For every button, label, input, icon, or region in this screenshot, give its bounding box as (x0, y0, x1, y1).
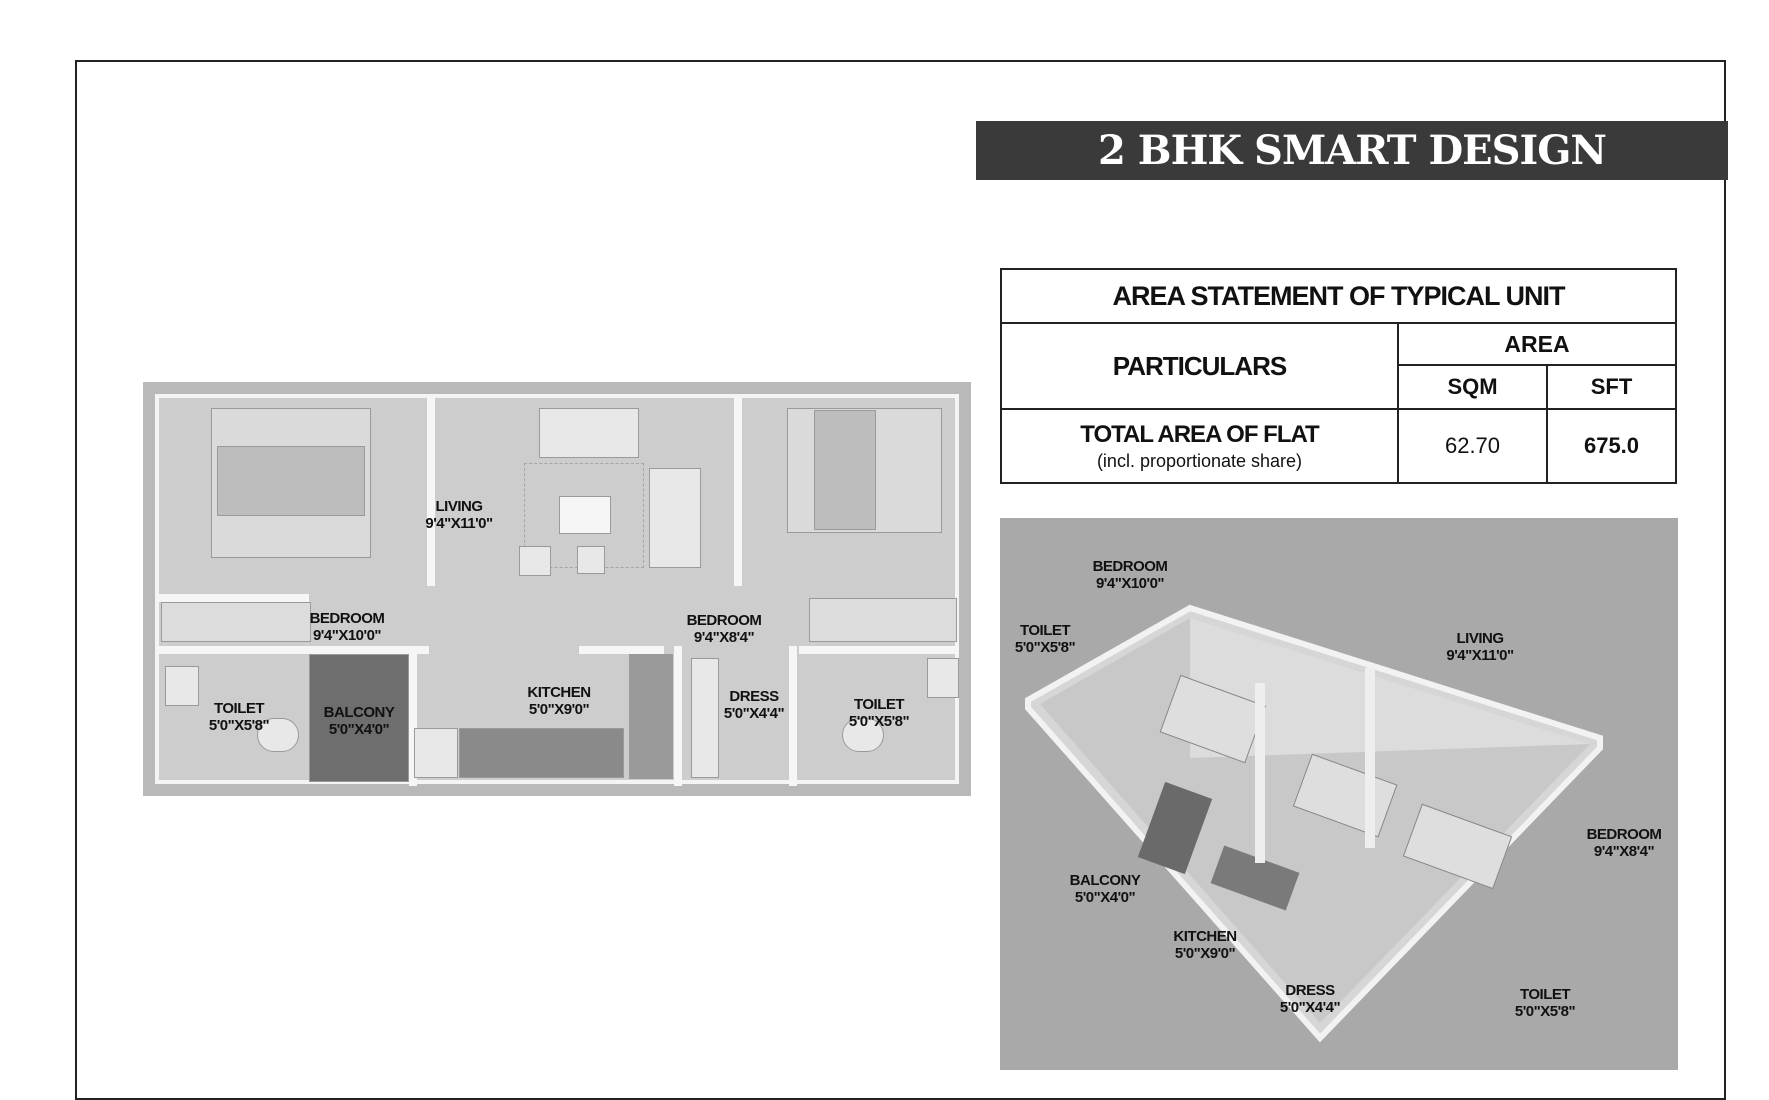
unit-sqm-header: SQM (1398, 365, 1547, 409)
page-title-banner (976, 121, 1728, 180)
row-sqm-value: 62.70 (1398, 409, 1547, 483)
unit-sft-header: SFT (1547, 365, 1676, 409)
page-title: 2 BHK SMART DESIGN (1098, 127, 1606, 174)
isometric-view (1000, 518, 1678, 1070)
bed-blanket (814, 410, 876, 530)
row-sublabel: (incl. proportionate share) (1096, 450, 1303, 471)
kitchen-counter (459, 728, 624, 778)
kitchen-counter (629, 654, 673, 779)
area-table-title: AREA STATEMENT OF TYPICAL UNIT (1001, 269, 1676, 323)
iso-label-bedroom: BEDROOM 9'4"X10'0" (1092, 558, 1168, 592)
wall (579, 646, 664, 654)
room-label-toilet: TOILET 5'0"X5'8" (848, 696, 910, 730)
wall (427, 398, 435, 586)
chair (577, 546, 605, 574)
room-label-bedroom: BEDROOM 9'4"X8'4" (686, 612, 762, 646)
room-label-living: LIVING 9'4"X11'0" (425, 498, 493, 532)
bed-blanket (217, 446, 365, 516)
wardrobe (809, 598, 957, 642)
wall (799, 646, 959, 654)
room-label-dress: DRESS 5'0"X4'4" (723, 688, 785, 722)
iso-label-balcony: BALCONY 5'0"X4'0" (1069, 872, 1141, 906)
floor-plan (143, 382, 971, 796)
iso-label-kitchen: KITCHEN 5'0"X9'0" (1173, 928, 1237, 962)
wall (734, 398, 742, 586)
iso-label-toilet: TOILET 5'0"X5'8" (1014, 622, 1076, 656)
floor-plan-interior (155, 394, 959, 784)
iso-label-toilet: TOILET 5'0"X5'8" (1514, 986, 1576, 1020)
iso-label-bedroom: BEDROOM 9'4"X8'4" (1586, 826, 1662, 860)
particulars-header: PARTICULARS (1001, 323, 1398, 409)
wall (159, 594, 309, 602)
iso-label-living: LIVING 9'4"X11'0" (1446, 630, 1514, 664)
room-label-kitchen: KITCHEN 5'0"X9'0" (527, 684, 591, 718)
row-label-cell (1001, 409, 1398, 483)
row-sft-value: 675.0 (1547, 409, 1676, 483)
room-label-bedroom: BEDROOM 9'4"X10'0" (309, 610, 385, 644)
sofa (539, 408, 639, 458)
area-statement-table (1000, 268, 1677, 484)
sofa (649, 468, 701, 568)
wall (159, 646, 429, 654)
table-row (1001, 409, 1676, 483)
room-label-balcony: BALCONY 5'0"X4'0" (323, 704, 395, 738)
wall (674, 646, 682, 786)
area-header: AREA (1398, 323, 1676, 365)
fridge (414, 728, 458, 778)
row-label: TOTAL AREA OF FLAT (1080, 420, 1319, 448)
chair (519, 546, 551, 576)
washbasin (927, 658, 959, 698)
iso-label-dress: DRESS 5'0"X4'4" (1279, 982, 1341, 1016)
room-label-toilet: TOILET 5'0"X5'8" (208, 700, 270, 734)
